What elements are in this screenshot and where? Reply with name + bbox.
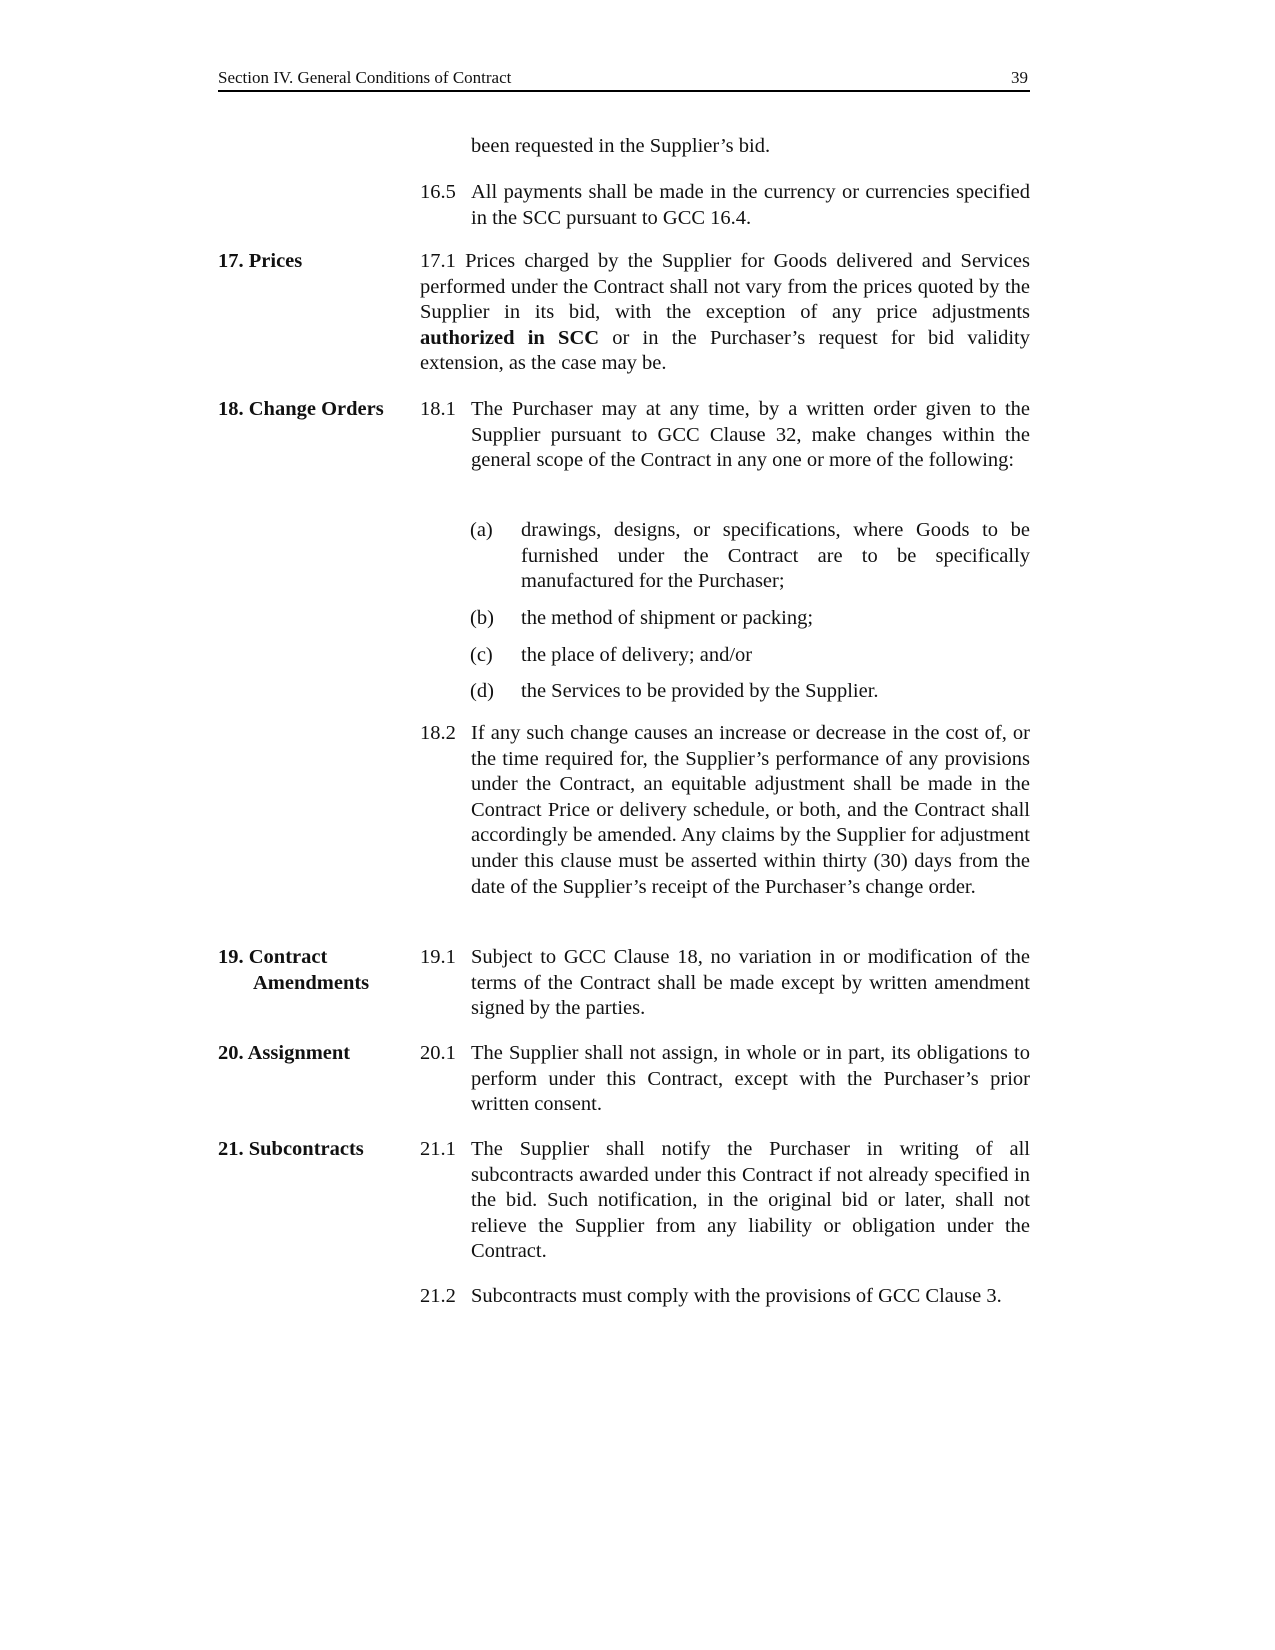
page-header (218, 66, 1030, 92)
clause-text: The Supplier shall not assign, in whole or in part, its obligations to perform under this Contract, except with the Purchaser’s prior written consent. (471, 1042, 1030, 1116)
clause-number: 21.1 (420, 1138, 456, 1160)
clause-18-1 (420, 397, 1030, 474)
continuation-text: been requested in the Supplier’s bid. (471, 135, 771, 157)
clause-text: Subcontracts must comply with the provisions of GCC Clause 3. (471, 1285, 1002, 1307)
section-heading-subcontracts: 21. Subcontracts (218, 1138, 364, 1160)
heading-line-2: Amendments (253, 971, 370, 994)
clause-paragraph (420, 249, 1030, 377)
item-label: (c) (470, 644, 493, 666)
section-heading-contract-amendments (218, 945, 369, 996)
list-item-d (470, 679, 1030, 705)
clause-text: Prices charged by the Supplier for Goods delivered and Services performed under the Contract shall not vary from the prices quoted by the Supplier in its bid, with the exception of any price adjustments (420, 250, 1030, 324)
item-label: (b) (470, 607, 494, 629)
clause-21-1 (420, 1137, 1030, 1265)
clause-text-cont: or in the Purchaser’s request for bid validity extension, as the case may be. (420, 326, 1030, 375)
clause-number: 17.1 (420, 250, 456, 272)
bold-emphasis: authorized in SCC (420, 326, 600, 349)
list-item-a (470, 518, 1030, 595)
clause-text: The Purchaser may at any time, by a written order given to the Supplier pursuant to GCC Clause 32, make changes within the general scope of the Contract in any one or more of the following: (471, 398, 1030, 472)
clause-16-5 (420, 180, 1030, 231)
item-text: the place of delivery; and/or (521, 644, 753, 666)
clause-text: If any such change causes an increase or decrease in the cost of, or the time required for, the Supplier’s performance of any provisions under the Contract, an equitable adjustment shall be made in the Contract Price or delivery schedule, or both, and the Contract shall accordingly be amended. Any claims by the Supplier for adjustment under this clause must be asserted within thirty (30) days from the date of the Supplier’s receipt of the Purchaser’s change order. (471, 722, 1030, 898)
section-title: Section IV. General Conditions of Contract (218, 68, 512, 87)
item-text: the method of shipment or packing; (521, 607, 814, 629)
clause-20-1 (420, 1041, 1030, 1118)
clause-text: All payments shall be made in the currency or currencies specified in the SCC pursuant to GCC 16.4. (471, 181, 1030, 229)
clause-18-2 (420, 721, 1030, 900)
clause-number: 16.5 (420, 181, 456, 203)
clause-19-1 (420, 945, 1030, 1022)
list-item-b (470, 606, 1030, 632)
heading-line-1: 19. Contract (218, 946, 328, 968)
section-heading-change-orders: 18. Change Orders (218, 398, 384, 420)
item-label: (d) (470, 680, 494, 702)
clause-text: Subject to GCC Clause 18, no variation in or modification of the terms of the Contract shall be made except by written amendment signed by the parties. (471, 946, 1030, 1020)
clause-number: 18.2 (420, 722, 456, 744)
item-label: (a) (470, 519, 493, 541)
item-text: the Services to be provided by the Supplier. (521, 680, 879, 702)
section-heading-assignment: 20. Assignment (218, 1042, 351, 1064)
clause-21-2 (420, 1284, 1030, 1310)
page-number: 39 (1011, 68, 1028, 87)
clause-number: 21.2 (420, 1285, 456, 1307)
clause-number: 20.1 (420, 1042, 456, 1064)
clause-text: The Supplier shall notify the Purchaser in writing of all subcontracts awarded under this Contract if not already specified in the bid. Such notification, in the original bid or later, shall not relieve the Supplier from any liability or obligation under the Contract. (471, 1138, 1030, 1263)
item-text: drawings, designs, or specifications, where Goods to be furnished under the Contract are to be specifically manufactured for the Purchaser; (521, 519, 1030, 593)
clause-17-1 (420, 249, 1030, 377)
clause-number: 18.1 (420, 398, 456, 420)
list-item-c (470, 643, 1030, 669)
clause-number: 19.1 (420, 946, 456, 968)
section-heading-prices: 17. Prices (218, 250, 303, 272)
